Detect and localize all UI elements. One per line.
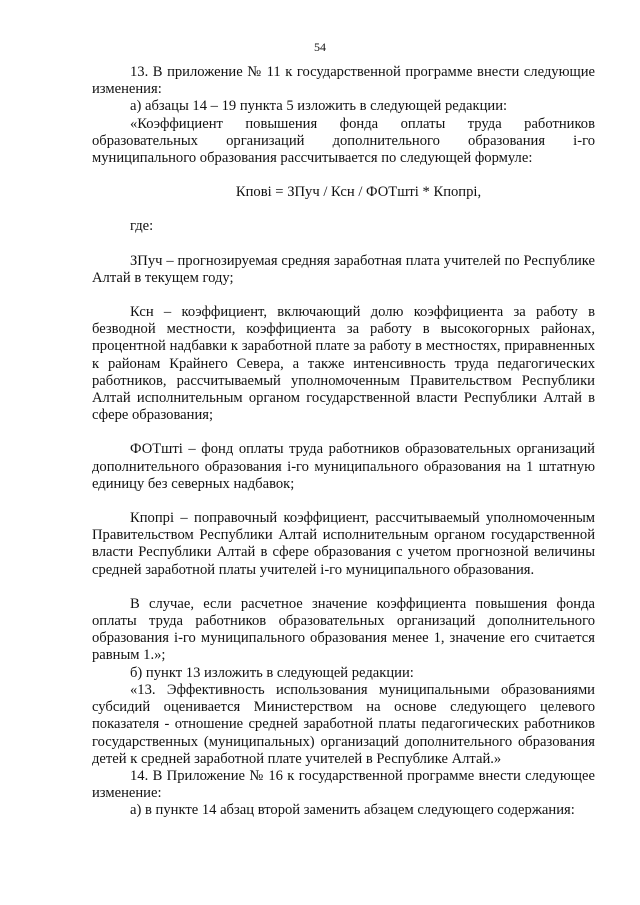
definition-fot: ФОТшті – фонд оплаты труда работников образовательных организаций дополнительного образования i-го муниципального образования на 1 штатную единицу без северных надбавок; [92,441,595,492]
paragraph-condition: В случае, если расчетное значение коэффициента повышения фонда оплаты труда работников образовательных организаций дополнительного образования i-го муниципального образования менее 1, значение его считается равным 1.»; [92,595,595,664]
paragraph-item-14: 14. В Приложение № 16 к государственной программе внести следующее изменение: [92,767,595,802]
spacer [92,287,595,304]
document-body [92,64,595,820]
formula: Кпові = ЗПуч / Ксн / ФОТшті * Кпопрi, [235,184,482,201]
spacer [92,236,595,253]
spacer [92,579,595,596]
paragraph-quoted-intro: «Коэффициент повышения фонда оплаты труда работников образовательных организаций дополнительного образования i-го муниципального образования рассчитывается по следующей формуле: [92,115,595,167]
paragraph-item-13: 13. В приложение № 11 к государственной программе внести следующие изменения: [92,64,595,98]
spacer [92,424,595,441]
spacer [92,493,595,510]
definition-zpuch: ЗПуч – прогнозируемая средняя заработная плата учителей по Республике Алтай в текущем году; [92,252,595,286]
spacer [92,167,595,184]
paragraph-subitem-a-2: а) в пункте 14 абзац второй заменить абзацем следующего содержания: [130,802,575,819]
paragraph-subitem-b: б) пункт 13 изложить в следующей редакции: [130,664,414,681]
where-label: где: [130,218,154,235]
definition-kpopr: Кпопрi – поправочный коэффициент, рассчитываемый уполномоченным Правительством Республики Алтай исполнительным органом государственной власти Республики Алтай в сфере образования с учетом прогнозной величины средней заработной платы учителей i-го муниципального образования. [92,510,595,578]
paragraph-subitem-a: а) абзацы 14 – 19 пункта 5 изложить в следующей редакции: [130,98,508,115]
page-number: 54 [314,40,326,54]
spacer [92,201,595,218]
paragraph-quoted-13: «13. Эффективность использования муниципальными образованиями субсидий оценивается Министерством на основе следующего целевого показателя - отношение средней заработной платы педагогических работников государственных (муниципальных) организаций дополнительного образования детей к средней заработной плате учителей в Республике Алтай.» [92,681,595,767]
definition-ksn: Ксн – коэффициент, включающий долю коэффициента за работу в безводной местности, коэффициента за работу в высокогорных районах, процентной надбавки к заработной плате за работу в местностях, приравненных к районам Крайнего Севера, а также интенсивность труда педагогических работников, рассчитываемый уполномоченным Правительством Республики Алтай исполнительным органом государственной власти Республики Алтай в сфере образования; [92,304,595,424]
